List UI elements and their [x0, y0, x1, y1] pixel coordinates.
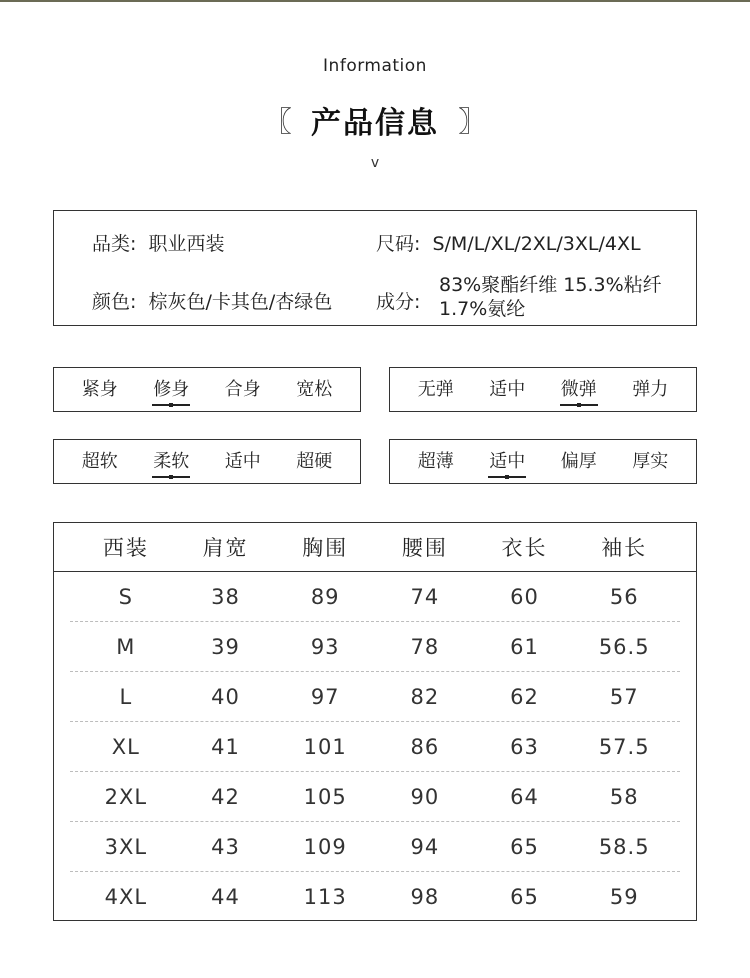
table-cell: 63: [510, 735, 539, 759]
table-cell: 38: [211, 585, 240, 609]
table-row: [54, 722, 696, 772]
fit-option-loose: 宽松: [296, 378, 333, 400]
table-cell: 74: [410, 585, 440, 609]
size-value: S/M/L/XL/2XL/3XL/4XL: [432, 233, 641, 255]
fit-option-regular: 合身: [224, 378, 261, 400]
chinese-title: 产品信息: [311, 106, 439, 141]
color-row: [92, 287, 332, 314]
softness-options: [53, 439, 361, 484]
softness-option-hard: 超硬: [296, 450, 333, 472]
table-cell: 82: [410, 685, 440, 709]
table-cell: 98: [410, 885, 440, 909]
table-cell: 4XL: [104, 885, 148, 909]
table-cell: 59: [609, 885, 639, 909]
table-cell: 42: [211, 785, 240, 809]
table-cell: M: [116, 635, 136, 659]
table-cell: 101: [303, 735, 347, 759]
softness-option-medium: 适中: [224, 450, 261, 472]
material-value: 83%聚酯纤维 15.3%粘纤 1.7%氨纶: [439, 274, 662, 320]
table-header-row: [54, 523, 696, 572]
table-cell: 65: [510, 835, 539, 859]
thickness-option-thin: 超薄: [417, 450, 454, 472]
table-cell: 56: [609, 585, 639, 609]
thickness-option-thick: 偏厚: [560, 450, 597, 472]
elasticity-option-slight-selected: 微弹: [560, 375, 598, 405]
table-cell: 86: [410, 735, 440, 759]
table-row: [54, 772, 696, 822]
column-header: 腰围: [401, 536, 448, 560]
material-label-wrap: [376, 287, 420, 314]
table-cell: XL: [111, 735, 140, 759]
product-info-box: [53, 210, 697, 326]
fit-options: [53, 367, 361, 412]
table-row: [54, 622, 696, 672]
table-cell: 41: [211, 735, 240, 759]
table-cell: S: [118, 585, 133, 609]
color-label: 颜色:: [92, 291, 137, 313]
table-cell: L: [119, 685, 133, 709]
chevron-down-icon: v: [370, 155, 380, 171]
size-chart-table: [53, 522, 697, 921]
category-label: 品类:: [92, 233, 137, 255]
size-label: 尺码:: [376, 233, 421, 255]
table-cell: 57: [609, 685, 639, 709]
elasticity-option-medium: 适中: [489, 378, 526, 400]
size-row: [376, 229, 641, 256]
table-cell: 90: [410, 785, 440, 809]
table-cell: 94: [410, 835, 440, 859]
table-cell: 105: [303, 785, 347, 809]
table-cell: 93: [310, 635, 340, 659]
table-row: [54, 872, 696, 922]
table-cell: 113: [303, 885, 347, 909]
thickness-options: [389, 439, 697, 484]
right-bracket: 〗: [458, 105, 487, 138]
table-cell: 78: [410, 635, 440, 659]
category-value: 职业西装: [148, 233, 225, 255]
table-cell: 39: [211, 635, 240, 659]
table-cell: 3XL: [104, 835, 148, 859]
table-cell: 64: [510, 785, 539, 809]
table-row: [54, 672, 696, 722]
table-cell: 61: [510, 635, 539, 659]
table-cell: 2XL: [104, 785, 148, 809]
table-cell: 57.5: [598, 735, 650, 759]
elasticity-option-none: 无弹: [417, 378, 454, 400]
material-label: 成分:: [376, 291, 421, 313]
table-body: [54, 572, 696, 922]
table-cell: 40: [211, 685, 240, 709]
table-cell: 109: [303, 835, 347, 859]
table-cell: 65: [510, 885, 539, 909]
section-title: [0, 98, 750, 142]
fit-option-slim-selected: 修身: [152, 375, 190, 405]
column-header: 西装: [102, 536, 149, 560]
table-cell: 62: [510, 685, 539, 709]
table-cell: 58.5: [598, 835, 650, 859]
table-row: [54, 822, 696, 872]
table-row: [54, 572, 696, 622]
english-title: Information: [323, 56, 427, 76]
fit-option-tight: 紧身: [81, 378, 118, 400]
column-header: 衣长: [501, 536, 548, 560]
table-cell: 89: [310, 585, 340, 609]
column-header: 胸围: [302, 536, 349, 560]
column-header: 肩宽: [202, 536, 249, 560]
table-cell: 60: [510, 585, 539, 609]
elasticity-option-stretch: 弹力: [632, 378, 669, 400]
table-cell: 97: [310, 685, 340, 709]
category-row: [92, 229, 224, 256]
elasticity-options: [389, 367, 697, 412]
left-bracket: 〖: [263, 105, 292, 138]
top-divider-line: [0, 0, 750, 2]
column-header: 袖长: [601, 536, 648, 560]
thickness-option-very-thick: 厚实: [632, 450, 669, 472]
table-cell: 43: [211, 835, 240, 859]
thickness-option-medium-selected: 适中: [488, 447, 526, 477]
softness-option-soft-selected: 柔软: [152, 447, 190, 477]
table-cell: 56.5: [598, 635, 650, 659]
table-cell: 58: [609, 785, 639, 809]
softness-option-super-soft: 超软: [81, 450, 118, 472]
table-cell: 44: [211, 885, 240, 909]
color-value: 棕灰色/卡其色/杏绿色: [148, 291, 333, 313]
